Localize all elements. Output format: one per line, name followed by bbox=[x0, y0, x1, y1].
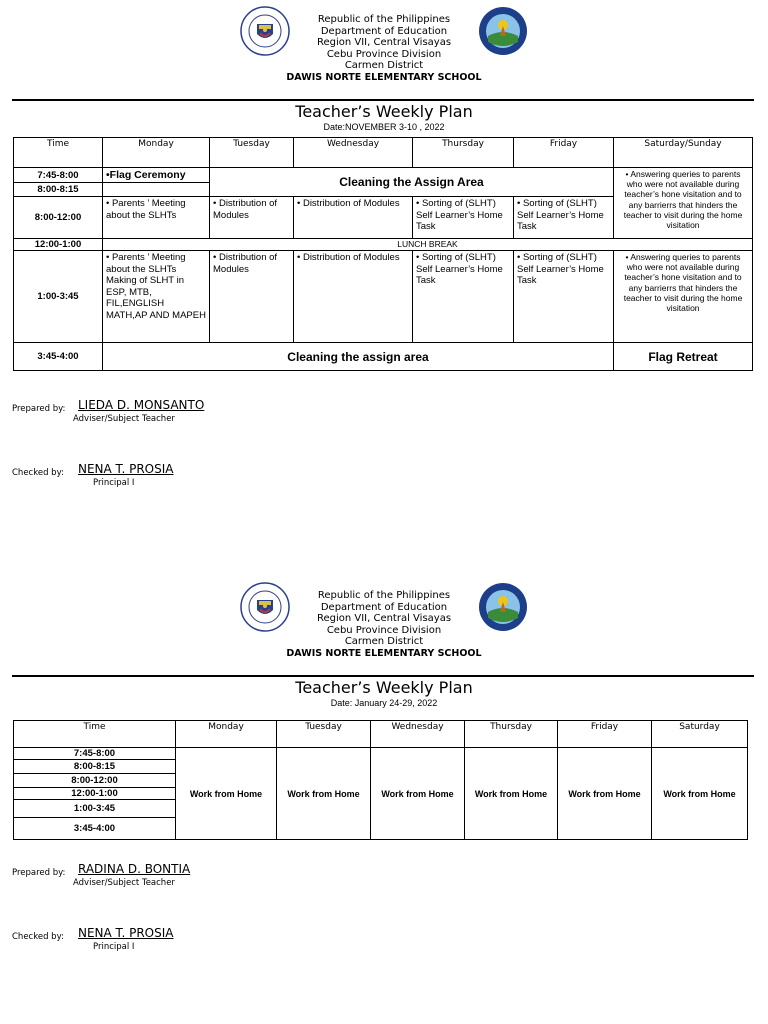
col-header-monday: Monday bbox=[103, 138, 210, 168]
header-line: Republic of the Philippines bbox=[317, 590, 451, 601]
col-header-monday: Monday bbox=[176, 721, 277, 748]
col-header-friday: Friday bbox=[514, 138, 614, 168]
header-line: Department of Education bbox=[320, 601, 448, 613]
time-cell: 8:00-8:15 bbox=[14, 183, 103, 197]
cleaning-assign-area-cell: Cleaning the Assign Area bbox=[210, 168, 614, 197]
time-cell: 8:00-12:00 bbox=[14, 197, 103, 239]
plan-title: Teacher’s Weekly Plan bbox=[295, 102, 473, 121]
time-cell: 7:45-8:00 bbox=[14, 168, 103, 183]
cleaning-assign-area-last: Cleaning the assign area bbox=[103, 343, 614, 371]
monday-wfh: Work from Home bbox=[176, 748, 277, 840]
time-cell: 1:00-3:45 bbox=[14, 251, 103, 343]
col-header-friday: Friday bbox=[558, 721, 652, 748]
monday-pm-activity: • Parents ’ Meeting about the SLHTs Making of SLHT in ESP, MTB, FIL,ENGLISH MATH,AP AND MAPEH bbox=[103, 251, 210, 343]
letterhead bbox=[0, 0, 768, 95]
flag-ceremony-cell: •Flag Ceremony bbox=[103, 168, 210, 183]
col-header-wednesday: Wednesday bbox=[294, 138, 413, 168]
school-name: DAWIS NORTE ELEMENTARY SCHOOL bbox=[286, 71, 482, 83]
wednesday-am-activity: • Distribution of Modules bbox=[294, 197, 413, 239]
plan-date: Date:NOVEMBER 3-10 , 2022 bbox=[323, 122, 445, 132]
col-header-time: Time bbox=[14, 138, 103, 168]
header-line: Carmen District bbox=[344, 636, 424, 648]
header-line: Region VII, Central Visayas bbox=[316, 613, 452, 625]
school-name: DAWIS NORTE ELEMENTARY SCHOOL bbox=[286, 647, 482, 659]
checked-by-label: Checked by: bbox=[12, 468, 64, 478]
checked-by-label: Checked by: bbox=[12, 932, 64, 942]
weekly-schedule-table bbox=[13, 720, 748, 840]
checked-by-name: NENA T. PROSIA bbox=[78, 462, 174, 476]
header-line: Republic of the Philippines bbox=[317, 14, 451, 25]
time-cell: 3:45-4:00 bbox=[14, 818, 176, 840]
prepared-by-name: LIEDA D. MONSANTO bbox=[78, 398, 205, 412]
letterhead-text bbox=[284, 590, 484, 660]
col-header-tuesday: Tuesday bbox=[210, 138, 294, 168]
saturday-pm-activity: • Answering queries to parents who were not available during teacher’s hone visitation and to any barrierrs that hinders the teacher to visit during the home visitation bbox=[614, 251, 753, 343]
col-header-tuesday: Tuesday bbox=[277, 721, 371, 748]
time-cell: 1:00-3:45 bbox=[14, 800, 176, 818]
thursday-am-activity: • Sorting of (SLHT) Self Learner’s Home Task bbox=[413, 197, 514, 239]
thursday-pm-activity: • Sorting of (SLHT) Self Learner’s Home Task bbox=[413, 251, 514, 343]
prepared-by-role: Adviser/Subject Teacher bbox=[73, 414, 175, 424]
header-line: Cebu Province Division bbox=[326, 624, 442, 636]
header-line: Region VII, Central Visayas bbox=[316, 37, 452, 49]
header-divider bbox=[12, 99, 754, 101]
tuesday-wfh: Work from Home bbox=[277, 748, 371, 840]
saturday-wfh: Work from Home bbox=[652, 748, 748, 840]
deped-seal-icon bbox=[240, 6, 290, 56]
header-divider bbox=[12, 675, 754, 677]
tuesday-pm-activity: • Distribution of Modules bbox=[210, 251, 294, 343]
letterhead bbox=[0, 576, 768, 671]
wednesday-wfh: Work from Home bbox=[371, 748, 465, 840]
thursday-wfh: Work from Home bbox=[465, 748, 558, 840]
col-header-time: Time bbox=[14, 721, 176, 748]
flag-retreat-cell: Flag Retreat bbox=[614, 343, 753, 371]
plan-date: Date: January 24-29, 2022 bbox=[330, 698, 438, 708]
tuesday-am-activity: • Distribution of Modules bbox=[210, 197, 294, 239]
time-cell: 12:00-1:00 bbox=[14, 239, 103, 251]
col-header-saturday-sunday: Saturday/Sunday bbox=[614, 138, 753, 168]
header-line: Cebu Province Division bbox=[326, 48, 442, 60]
division-seal-icon bbox=[478, 582, 528, 632]
division-seal-icon bbox=[478, 6, 528, 56]
friday-wfh: Work from Home bbox=[558, 748, 652, 840]
col-header-thursday: Thursday bbox=[413, 138, 514, 168]
friday-pm-activity: • Sorting of (SLHT) Self Learner’s Home Task bbox=[514, 251, 614, 343]
monday-am-activity: • Parents ’ Meeting about the SLHTs bbox=[103, 197, 210, 239]
saturday-am-activity: • Answering queries to parents who were not available during teacher’s hone visitation and to any barrierrs that hinders the teacher to visit during the home visitation bbox=[614, 168, 753, 239]
weekly-plan-1 bbox=[0, 0, 768, 488]
time-cell: 3:45-4:00 bbox=[14, 343, 103, 371]
col-header-wednesday: Wednesday bbox=[371, 721, 465, 748]
col-header-saturday: Saturday bbox=[652, 721, 748, 748]
letterhead-text bbox=[284, 14, 484, 84]
weekly-plan-2 bbox=[0, 576, 768, 952]
checked-by-role: Principal I bbox=[93, 478, 135, 488]
time-cell: 8:00-12:00 bbox=[14, 774, 176, 788]
deped-seal-icon bbox=[240, 582, 290, 632]
checked-by-role: Principal I bbox=[93, 942, 135, 952]
prepared-by-role: Adviser/Subject Teacher bbox=[73, 878, 175, 888]
col-header-thursday: Thursday bbox=[465, 721, 558, 748]
empty-cell bbox=[103, 183, 210, 197]
prepared-by-label: Prepared by: bbox=[12, 868, 66, 878]
time-cell: 12:00-1:00 bbox=[14, 788, 176, 800]
friday-am-activity: • Sorting of (SLHT) Self Learner’s Home Task bbox=[514, 197, 614, 239]
wednesday-pm-activity: • Distribution of Modules bbox=[294, 251, 413, 343]
time-cell: 8:00-8:15 bbox=[14, 760, 176, 774]
prepared-by-label: Prepared by: bbox=[12, 404, 66, 414]
header-line: Carmen District bbox=[344, 60, 424, 72]
plan-title: Teacher’s Weekly Plan bbox=[295, 678, 473, 697]
time-cell: 7:45-8:00 bbox=[14, 748, 176, 760]
checked-by-name: NENA T. PROSIA bbox=[78, 926, 174, 940]
lunch-break-cell: LUNCH BREAK bbox=[103, 239, 753, 251]
weekly-schedule-table bbox=[13, 137, 753, 371]
header-line: Department of Education bbox=[320, 25, 448, 37]
prepared-by-name: RADINA D. BONTIA bbox=[78, 862, 191, 876]
